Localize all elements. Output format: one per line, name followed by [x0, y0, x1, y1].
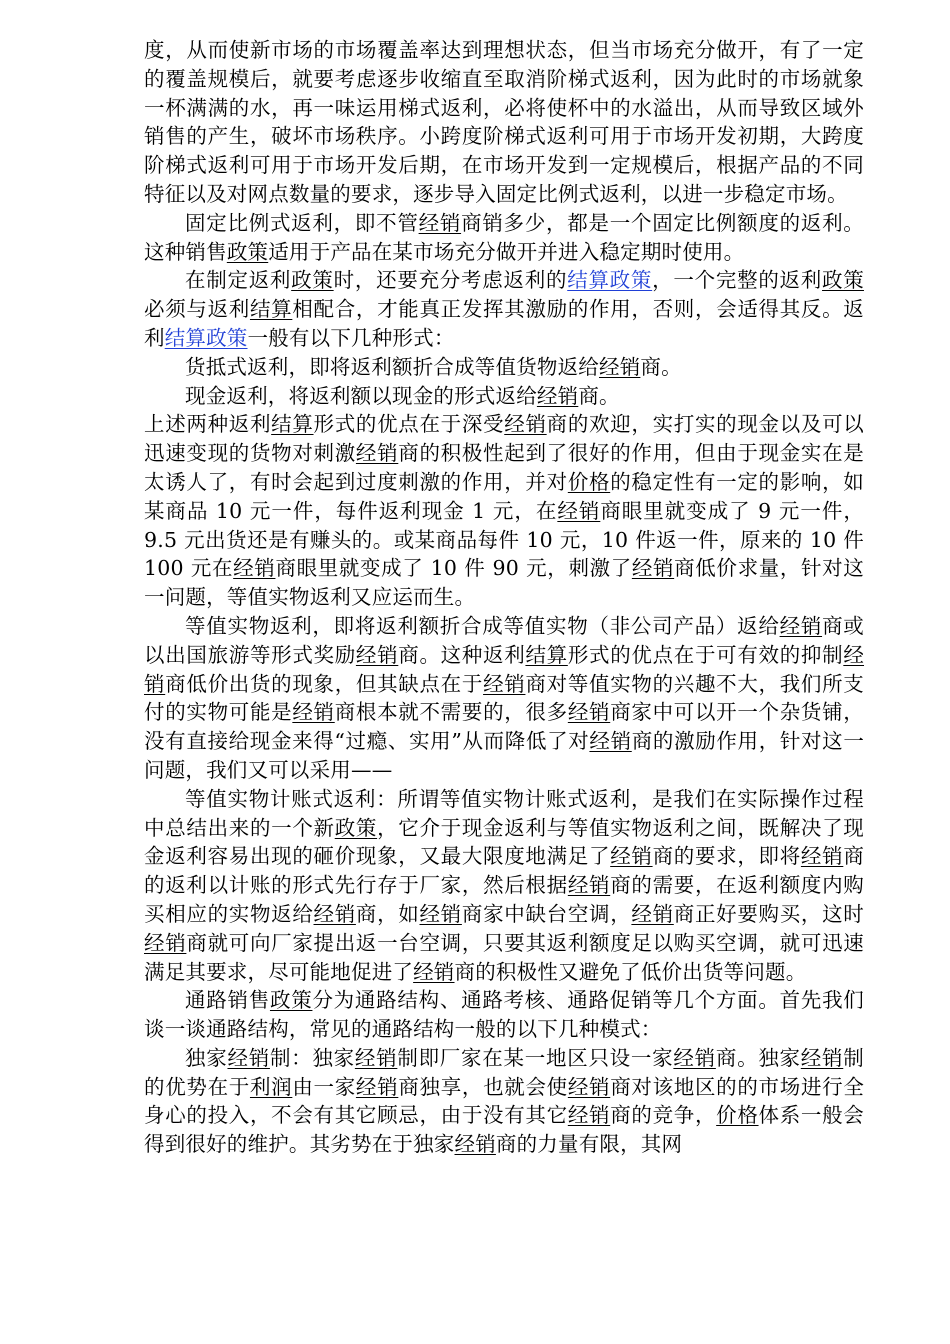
text-run: 商的激励作用，针对这一问题，我们又可以采用—— [144, 729, 865, 782]
text-run: 商。 [640, 354, 682, 379]
text-run: 商独享，也就会使 [398, 1074, 568, 1099]
text-run: 商。这种返利 [398, 642, 526, 667]
underlined-term: 经销 [233, 556, 276, 581]
underlined-term: 经销 [144, 642, 865, 696]
text-run: 商的竞争， [610, 1103, 717, 1128]
underlined-term: 结算 [271, 412, 314, 437]
text-run: 商低价出货的现象，但其缺点在于 [165, 671, 484, 696]
underlined-term: 经销 [567, 1103, 611, 1128]
text-run: 商眼里就变成了 10 件 90 元，刺激了 [275, 556, 632, 581]
text-run: 适用于产品在某市场充分做开并进入稳定期时使用。 [268, 239, 745, 264]
text-run: 商的积极性起到了很好的作用，但由于现金实在是太诱人了，有时会起到过度刺激的作用，并对 [144, 441, 864, 494]
text-run: ，它介于现金返利与等值实物返利之间，既解决了现金返利容易出现的砸价现象，又最大限度地满足了 [144, 815, 864, 869]
underlined-term: 经销 [419, 901, 462, 926]
underlined-term: 经销 [800, 1045, 844, 1070]
underlined-term: 经销 [673, 1045, 716, 1070]
text-run: 商的积极性又避免了低价出货等问题。 [454, 959, 807, 984]
underlined-term: 政策 [334, 815, 378, 840]
underlined-term: 经销 [800, 844, 844, 869]
underlined-term: 经销 [599, 354, 641, 379]
text-run: 等值实物返利，即将返利额折合成等值实物（非公司产品）返给 [185, 613, 780, 638]
underlined-term: 经销 [483, 671, 526, 696]
text-run: 在制定返利 [185, 268, 292, 293]
underlined-term: 经销 [536, 383, 579, 408]
text-run: 商的返利以计账的形式先行存于厂家，然后根据 [144, 844, 865, 898]
text-run: 分为通路结构、通路考核、通路促销等几个方面。首先我们谈一谈通路结构，常见的通路结构一般的以下几种模式： [144, 988, 865, 1042]
underlined-term: 经销 [567, 873, 611, 898]
text-run: 商就可向厂家提出返一台空调，只要其返利额度足以购买空调，就可迅速满足其要求，尽可能地促进了 [144, 930, 864, 984]
underlined-term: 经销 [631, 901, 674, 926]
text-run: 商。独家 [715, 1045, 801, 1070]
text-run: 现金返利，将返利额以现金的形式返给 [185, 383, 537, 408]
text-run: 商家中可以开一个杂货铺，没有直接给现金来得“过瘾、实用”从而降低了对 [144, 700, 865, 754]
document-page [144, 36, 864, 1159]
hyperlink-text[interactable]: 结算政策 [164, 325, 248, 350]
text-run: 商的欢迎，实打实的现金以及可以迅速变现的货物对刺激 [144, 412, 865, 466]
text-run: 度，从而使新市场的市场覆盖率达到理想状态，但当市场充分做开，有了一定的覆盖规模后，就要考虑逐步收缩直至取消阶梯式返利，因为此时的市场就象一杯满满的水，再一味运用梯式返利，必将使杯中的水溢出，从而导致区域外销售的产生，破坏市场秩序。小跨度阶梯式返利可用于市场开发初期，大跨度阶梯式返利可用于市场开发后期，在市场开发到一定规模后，根据产品的不同特征以及对网点数量的要求，逐步导入固定比例式返利，以进一步稳定市场。 [144, 38, 864, 206]
underlined-term: 经销 [144, 930, 187, 955]
underlined-term: 价格 [567, 469, 611, 494]
text-run: 时，还要充分考虑返利的 [333, 268, 568, 293]
text-run: 制即厂家在某一地区只设一家 [397, 1045, 674, 1070]
text-run: 制的优势在于 [144, 1045, 864, 1099]
paragraph [144, 410, 864, 612]
underlined-term: 结算 [249, 297, 293, 322]
text-run: ，一个完整的返利 [652, 268, 823, 293]
text-run: 商正好要购买，这时 [673, 901, 864, 926]
text-run: 商，如 [355, 901, 420, 926]
text-run: 商低价求量，针对这一问题，等值实物返利又应运而生。 [144, 556, 864, 610]
underlined-term: 结算 [525, 642, 568, 667]
text-run: 形式的优点在于可有效的抑制 [567, 642, 844, 667]
underlined-term: 经销 [610, 844, 653, 869]
paragraph [144, 785, 864, 987]
underlined-term: 经销 [354, 1045, 398, 1070]
text-run: 商眼里就变成了 9 元一件，9.5 元出货还是有赚头的。或某商品每件 10 元，10 件返一件，原来的 10 件 100 元在 [144, 498, 865, 581]
paragraph [144, 1044, 864, 1159]
underlined-term: 政策 [822, 268, 864, 293]
underlined-term: 政策 [291, 268, 334, 293]
underlined-term: 经销 [779, 613, 823, 638]
text-run: 商销多少，都是一个固定比例额度的返利。这种销售 [144, 210, 865, 264]
text-run: 通路销售 [185, 988, 270, 1013]
text-run: 形式的优点在于深受 [313, 412, 505, 437]
paragraph [144, 353, 864, 382]
underlined-term: 经销 [557, 498, 601, 523]
hyperlink-text[interactable]: 结算政策 [567, 268, 653, 293]
underlined-term: 经销 [292, 700, 335, 725]
text-run: 商的要求，即将 [652, 844, 801, 869]
underlined-term: 经销 [504, 412, 547, 437]
text-run: 固定比例式返利，即不管 [185, 210, 419, 235]
underlined-term: 经销 [631, 556, 675, 581]
text-run: 必须与返利 [144, 297, 250, 322]
underlined-term: 价格 [716, 1103, 759, 1128]
paragraph [144, 36, 864, 209]
underlined-term: 经销 [589, 729, 632, 754]
text-run: 货抵式返利，即将返利额折合成等值货物返给 [185, 354, 599, 379]
paragraph [144, 266, 864, 352]
text-run: 商。 [578, 383, 620, 408]
paragraph [144, 382, 864, 411]
paragraph [144, 209, 864, 267]
text-run: 独家 [185, 1045, 228, 1070]
underlined-term: 经销 [413, 959, 455, 984]
text-run: 的稳定性有一定的影响，如某商品 10 元一件，每件返利现金 1 元，在 [144, 469, 864, 523]
paragraph [144, 986, 864, 1044]
paragraph [144, 612, 864, 785]
underlined-term: 经销 [454, 1132, 496, 1157]
text-run: 制：独家 [269, 1045, 355, 1070]
underlined-term: 政策 [226, 239, 269, 264]
underlined-term: 政策 [269, 988, 313, 1013]
underlined-term: 经销 [355, 642, 399, 667]
underlined-term: 经销 [418, 210, 462, 235]
text-run: 等值实物计账式返利：所谓等值实物计账式返利，是我们在实际操作过程中总结出来的一个新 [144, 786, 864, 840]
text-run: 一般有以下几种形式： [247, 325, 455, 350]
underlined-term: 经销 [313, 901, 356, 926]
text-run: 上述两种返利 [144, 412, 272, 437]
text-run: 商或以出国旅游等形式奖励 [144, 613, 864, 667]
text-run: 商对该地区的的市场进行全身心的投入，不会有其它顾忌，由于没有其它 [144, 1074, 865, 1128]
underlined-term: 经销 [355, 1074, 399, 1099]
text-run: 商家中缺台空调， [461, 901, 632, 926]
text-run: 商根本就不需要的，很多 [334, 700, 568, 725]
text-run: 体系一般会得到很好的维护。其劣势在于独家 [144, 1103, 865, 1157]
underlined-term: 经销 [355, 441, 399, 466]
text-run: 相配合，才能真正发挥其激励的作用，否则，会适得其反。返利 [144, 297, 864, 350]
text-run: 商对等值实物的兴趣不大，我们所支付的实物可能是 [144, 671, 865, 725]
underlined-term: 经销 [567, 1074, 611, 1099]
text-run: 由一家 [292, 1074, 356, 1099]
underlined-term: 经销 [567, 700, 611, 725]
text-run: 商的力量有限，其网 [495, 1132, 683, 1157]
text-run: 商的需要，在返利额度内购买相应的实物返给 [144, 873, 864, 926]
underlined-term: 经销 [227, 1045, 270, 1070]
underlined-term: 利润 [249, 1074, 293, 1099]
